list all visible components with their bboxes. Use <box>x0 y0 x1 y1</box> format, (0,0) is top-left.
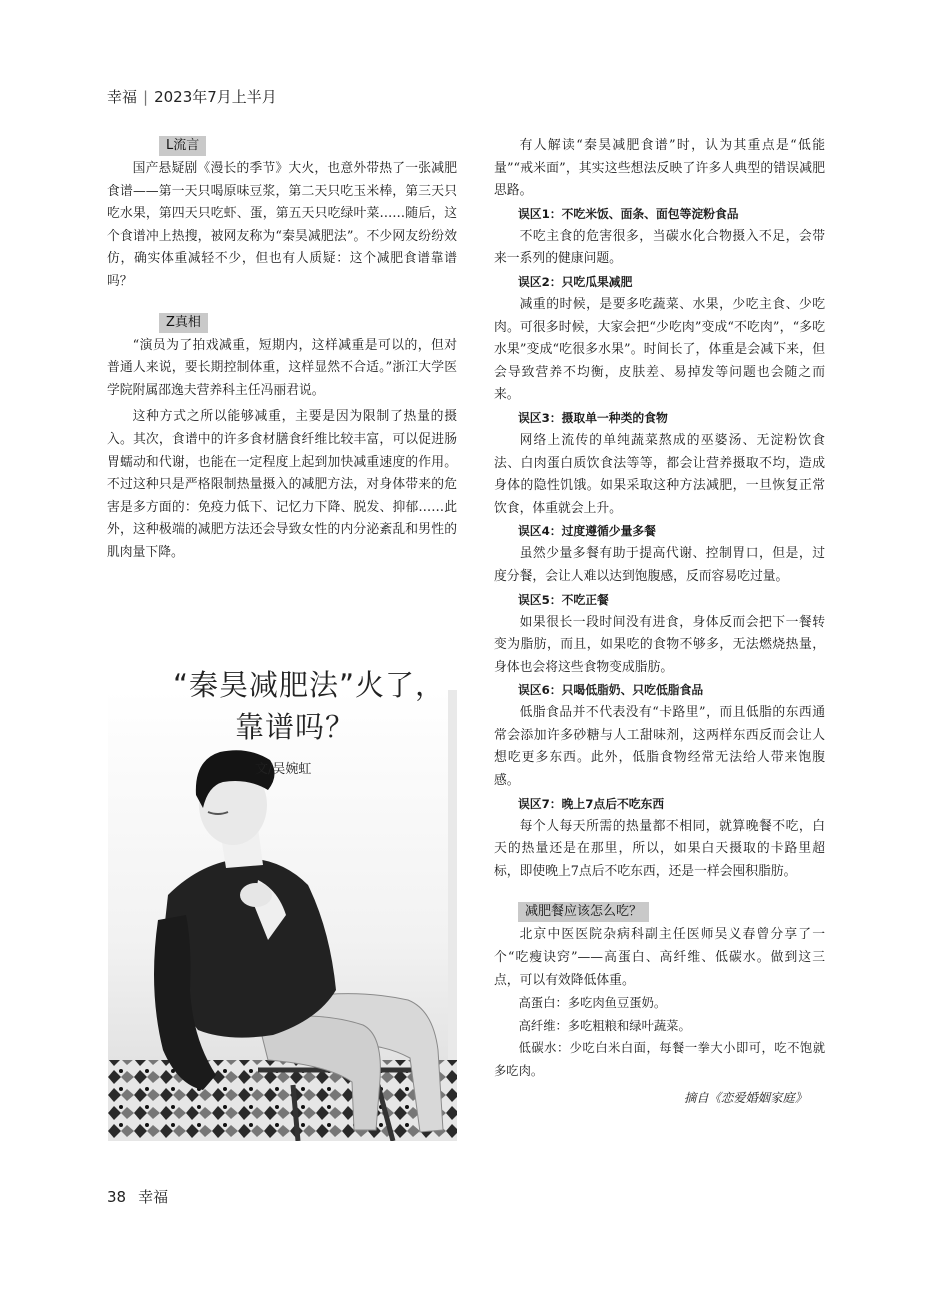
misconception-2-title: 误区2：只吃瓜果减肥 <box>518 274 633 289</box>
section-tag-truth: Z真相 <box>159 313 208 333</box>
rumor-paragraph: 国产悬疑剧《漫长的季节》大火，也意外带热了一张减肥食谱——第一天只喝原味豆浆，第二天只吃玉米棒，第三天只吃水果，第四天只吃虾、蛋，第五天只吃绿叶菜……随后，这个食谱冲上热搜，被网友称为“秦昊减肥法”。不少网友纷纷效仿，确实体重减轻不少，但也有人质疑：这个减肥食谱靠谱吗？ <box>107 161 457 289</box>
misconception-1-body: 不吃主食的危害很多，当碳水化合物摄入不足，会带来一系列的健康问题。 <box>494 228 825 267</box>
right-column <box>494 135 825 1109</box>
misconception-5-body: 如果很长一段时间没有进食，身体反而会把下一餐转变为脂肪，而且，如果吃的食物不够多，无法燃烧热量，身体也会将这些食物变成脂肪。 <box>494 614 825 675</box>
misconception-3-title: 误区3：摄取单一种类的食物 <box>518 410 668 425</box>
misconception-7-body: 每个人每天所需的热量都不相同，就算晚餐不吃，白天的热量还是在那里，所以，如果白天摄取的卡路里超标，即使晚上7点后不吃东西，还是一样会囤积脂肪。 <box>494 818 825 879</box>
misconception-2-body: 减重的时候，是要多吃蔬菜、水果，少吃主食、少吃肉。可很多时候，大家会把“少吃肉”变成“不吃肉”，“多吃水果”变成“吃很多水果”。时间长了，体重是会减下来，但会导致营养不均衡，皮肤差、易掉发等问题也会随之而来。 <box>494 296 825 403</box>
truth-paragraph-1: “演员为了拍戏减重，短期内，这样减重是可以的，但对普通人来说，要长期控制体重，这样显然不合适。”浙江大学医学院附属邵逸夫营养科主任冯丽君说。 <box>107 337 457 398</box>
misconception-7-title: 误区7：晚上7点后不吃东西 <box>518 796 665 811</box>
article-title-line-1: “秦昊减肥法”火了， <box>172 668 445 702</box>
header-magazine-name: 幸福 <box>107 88 138 106</box>
page-footer <box>107 1186 168 1207</box>
misconception-4-title: 误区4：过度遵循少量多餐 <box>518 524 656 539</box>
article-title-line-2: 靠谱吗？ <box>234 710 355 744</box>
running-header <box>107 86 277 107</box>
misconception-1-title: 误区1：不吃米饭、面条、面包等淀粉食品 <box>518 206 739 221</box>
tip-low-carb: 低碳水：少吃白米白面，每餐一拳大小即可，吃不饱就多吃肉。 <box>494 1041 825 1078</box>
misconception-5-title: 误区5：不吃正餐 <box>518 592 609 607</box>
section-tag-diet-advice: 减肥餐应该怎么吃？ <box>518 902 649 922</box>
misconception-6-title: 误区6：只喝低脂奶、只吃低脂食品 <box>518 683 704 698</box>
misconception-4-body: 虽然少量多餐有助于提高代谢、控制胃口，但是，过度分餐，会让人难以达到饱腹感，反而容易吃过量。 <box>494 546 825 584</box>
diet-tips <box>494 992 825 1082</box>
tip-high-protein: 高蛋白：多吃肉鱼豆蛋奶。 <box>518 996 667 1011</box>
header-separator: | <box>143 88 149 106</box>
section-tag-rumor: L流言 <box>159 136 206 156</box>
article-byline: 文/吴婉虹 <box>255 762 312 777</box>
page-number: 38 <box>107 1188 127 1206</box>
misconception-6-body: 低脂食品并不代表没有“卡路里”，而且低脂的东西通常会添加许多砂糖与人工甜味剂，这两样东西反而会让人想吃更多东西。此外，低脂食物经常无法给人带来饱腹感。 <box>494 705 825 789</box>
advice-paragraph: 北京中医医院杂病科副主任医师吴义春曾分享了一个“吃瘦诀窍”——高蛋白、高纤维、低碳水。做到这三点，可以有效降低体重。 <box>494 927 825 988</box>
article-title <box>110 664 455 748</box>
intro-paragraph: 有人解读“秦昊减肥食谱”时，认为其重点是“低能量”“戒米面”，其实这些想法反映了许多人典型的错误减肥思路。 <box>494 138 825 199</box>
truth-paragraph-2: 这种方式之所以能够减重，主要是因为限制了热量的摄入。其次，食谱中的许多食材膳食纤维比较丰富，可以促进肠胃蠕动和代谢，也能在一定程度上起到加快减重速度的作用。不过这种只是严格限制热量摄入的减肥方法，对身体带来的危害是多方面的：免疫力低下、记忆力下降、脱发、抑郁……此外，这种极端的减肥方法还会导致女性的内分泌紊乱和男性的肌肉量下降。 <box>107 409 457 560</box>
misconception-3-body: 网络上流传的单纯蔬菜熬成的巫婆汤、无淀粉饮食法、白肉蛋白质饮食法等等，都会让营养摄取不均，造成身体的隐性饥饿。如果采取这种方法减肥，一旦恢复正常饮食，体重就会上升。 <box>494 432 825 516</box>
source-credit: 摘自《恋爱婚姻家庭》 <box>684 1090 807 1105</box>
header-issue: 2023年7月上半月 <box>154 88 277 106</box>
left-column <box>107 135 457 565</box>
footer-magazine-name: 幸福 <box>138 1188 169 1206</box>
tip-high-fiber: 高纤维：多吃粗粮和绿叶蔬菜。 <box>518 1018 691 1033</box>
